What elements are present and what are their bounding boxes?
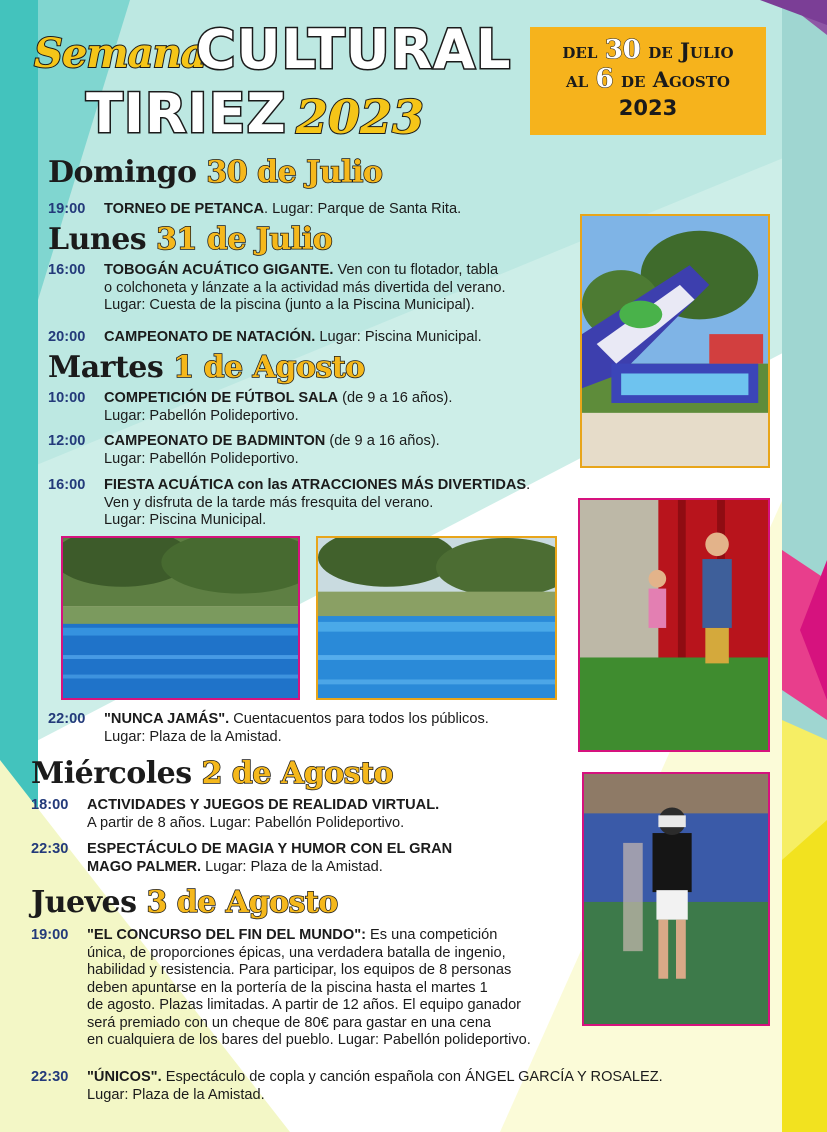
day-date: 31 de Julio: [156, 222, 333, 257]
event-line: habilidad y resistencia. Para participar, los equipos de 8 personas: [87, 962, 512, 978]
date-to-day: 6: [595, 64, 614, 94]
event-title-part-1: ESPECTÁCULO DE MAGIA Y HUMOR CON EL GRAN: [87, 841, 453, 857]
date-range-box: [530, 27, 766, 135]
event-body: [87, 797, 571, 832]
event-line: TOBOGÁN ACUÁTICO GIGANTE. Ven con tu flotador, tabla: [104, 262, 499, 278]
event-line: CAMPEONATO DE BADMINTON (de 9 a 16 años).: [104, 433, 440, 449]
event-time: 12:00: [48, 433, 86, 449]
event-line: MAGO PALMER. Lugar: Plaza de la Amistad.: [87, 858, 383, 875]
day-name: Jueves: [31, 885, 137, 920]
title-semana: Semana: [34, 30, 206, 77]
event-body: [104, 477, 568, 530]
event-body: [87, 927, 591, 1050]
photo-inflatable-slide: [580, 214, 770, 468]
day-date: 2 de Agosto: [201, 756, 393, 791]
event-line: [87, 841, 571, 859]
event-body: [104, 201, 568, 219]
event-title: COMPETICIÓN DE FÚTBOL SALA: [104, 390, 339, 406]
event-time: 22:00: [48, 711, 86, 727]
date-line-2: [530, 65, 766, 94]
event-title: FIESTA ACUÁTICA con las ATRACCIONES MÁS DIVERTIDAS: [104, 477, 527, 493]
event-title: CAMPEONATO DE NATACIÓN.: [104, 329, 316, 345]
event-d2-e1: [48, 433, 568, 468]
event-body: [104, 711, 568, 746]
event-title: "ÚNICOS".: [87, 1069, 162, 1085]
photo-vr-girl: [582, 772, 770, 1026]
event-d2-e0: [48, 390, 568, 425]
date-to-label: al: [566, 67, 589, 92]
event-time: 19:00: [31, 927, 69, 943]
event-time: 20:00: [48, 329, 86, 345]
title-cultural: CULTURAL: [196, 18, 512, 81]
event-line: Lugar: Plaza de la Amistad.: [104, 728, 282, 745]
day-heading-domingo: [48, 155, 382, 190]
day-date: 1 de Agosto: [173, 350, 365, 385]
event-line: "ÚNICOS". Espectáculo de copla y canción española con ÁNGEL GARCÍA Y ROSALEZ.: [87, 1069, 663, 1085]
event-time: 10:00: [48, 390, 86, 406]
event-line: "NUNCA JAMÁS". Cuentacuentos para todos los públicos.: [104, 711, 489, 727]
event-line: CAMPEONATO DE NATACIÓN. Lugar: Piscina Municipal.: [104, 329, 482, 345]
event-time: 19:00: [48, 201, 86, 217]
event-time: 16:00: [48, 262, 86, 278]
event-line: "EL CONCURSO DEL FIN DEL MUNDO": Es una competición: [87, 927, 498, 943]
event-title-part-2: MAGO PALMER.: [87, 858, 202, 875]
photo-storyteller: [578, 498, 770, 752]
event-body: [87, 841, 571, 876]
event-time: 22:30: [31, 841, 69, 857]
event-line: única, de proporciones épicas, una verdadera batalla de ingenio,: [87, 944, 506, 961]
storyteller-image: [580, 500, 768, 750]
inflatable-slide-image: [582, 216, 768, 466]
day-heading-miercoles: [31, 756, 393, 791]
event-line: COMPETICIÓN DE FÚTBOL SALA (de 9 a 16 años).: [104, 390, 453, 406]
event-line: Lugar: Cuesta de la piscina (junto a la Piscina Municipal).: [104, 297, 475, 313]
day-heading-lunes: [48, 222, 332, 257]
event-line: FIESTA ACUÁTICA con las ATRACCIONES MÁS DIVERTIDAS.: [104, 477, 531, 493]
event-title: TORNEO DE PETANCA: [104, 201, 265, 217]
event-line: en cualquiera de los bares del pueblo. Lugar: Pabellón polideportivo.: [87, 1032, 531, 1048]
date-from-month: de Julio: [648, 38, 734, 63]
event-d2-e2: [48, 477, 568, 530]
event-line: o colchoneta y lánzate a la actividad más divertida del verano.: [104, 279, 506, 296]
event-line: Ven y disfruta de la tarde más fresquita del verano.: [104, 494, 434, 511]
day-name: Lunes: [48, 222, 147, 257]
day-name: Miércoles: [31, 756, 192, 791]
title-tiriez: TIRIEZ: [86, 82, 287, 145]
event-title: "EL CONCURSO DEL FIN DEL MUNDO":: [87, 927, 366, 943]
event-title: TOBOGÁN ACUÁTICO GIGANTE.: [104, 262, 334, 278]
event-line: Lugar: Pabellón Polideportivo.: [104, 407, 299, 424]
pool-right-image: [318, 538, 555, 698]
event-line: TORNEO DE PETANCA. Lugar: Parque de Santa Rita.: [104, 201, 462, 217]
vr-girl-image: [584, 774, 768, 1024]
event-body: [104, 262, 568, 315]
event-d2-e3: [48, 711, 568, 746]
photo-pool-left: [61, 536, 300, 700]
event-line: Lugar: Piscina Municipal.: [104, 512, 267, 528]
day-date: 30 de Julio: [206, 155, 383, 190]
event-line: será premiado con un cheque de 80€ para gastar en una cena: [87, 1014, 492, 1031]
photo-pool-right: [316, 536, 557, 700]
event-title: ACTIVIDADES Y JUEGOS DE REALIDAD VIRTUAL.: [87, 797, 440, 813]
event-d3-e1: [31, 841, 571, 876]
event-d3-e0: [31, 797, 571, 832]
day-date: 3 de Agosto: [146, 885, 338, 920]
day-heading-martes: [48, 350, 365, 385]
date-from-label: del: [562, 38, 598, 63]
date-to-month: de Agosto: [620, 67, 730, 92]
event-d1-e1: [48, 329, 568, 347]
event-time: 18:00: [31, 797, 69, 813]
event-time: 22:30: [31, 1069, 69, 1085]
event-d0-e0: [48, 201, 568, 219]
event-line: de agosto. Plazas limitadas. A partir de 12 años. El equipo ganador: [87, 997, 522, 1013]
date-from-day: 30: [604, 35, 641, 65]
event-title: "NUNCA JAMÁS".: [104, 711, 230, 727]
date-year: 2023: [618, 96, 678, 120]
event-body: [104, 433, 568, 468]
day-name: Martes: [48, 350, 164, 385]
event-body: [104, 329, 568, 347]
event-d4-e1: [31, 1069, 771, 1104]
event-d4-e0: [31, 927, 591, 1050]
event-body: [104, 390, 568, 425]
event-body: [87, 1069, 771, 1104]
event-line: A partir de 8 años. Lugar: Pabellón Polideportivo.: [87, 814, 405, 831]
event-line: deben apuntarse en la portería de la piscina hasta el martes 1: [87, 979, 488, 996]
day-heading-jueves: [31, 885, 338, 920]
event-d1-e0: [48, 262, 568, 315]
event-line: Lugar: Plaza de la Amistad.: [87, 1086, 265, 1103]
date-line-1: [530, 36, 766, 65]
day-name: Domingo: [48, 155, 197, 190]
event-line: Lugar: Pabellón Polideportivo.: [104, 450, 299, 467]
event-line: [87, 797, 571, 815]
pool-left-image: [63, 538, 298, 698]
event-title: CAMPEONATO DE BADMINTON: [104, 433, 326, 449]
event-time: 16:00: [48, 477, 86, 493]
title-year: 2023: [296, 90, 425, 144]
